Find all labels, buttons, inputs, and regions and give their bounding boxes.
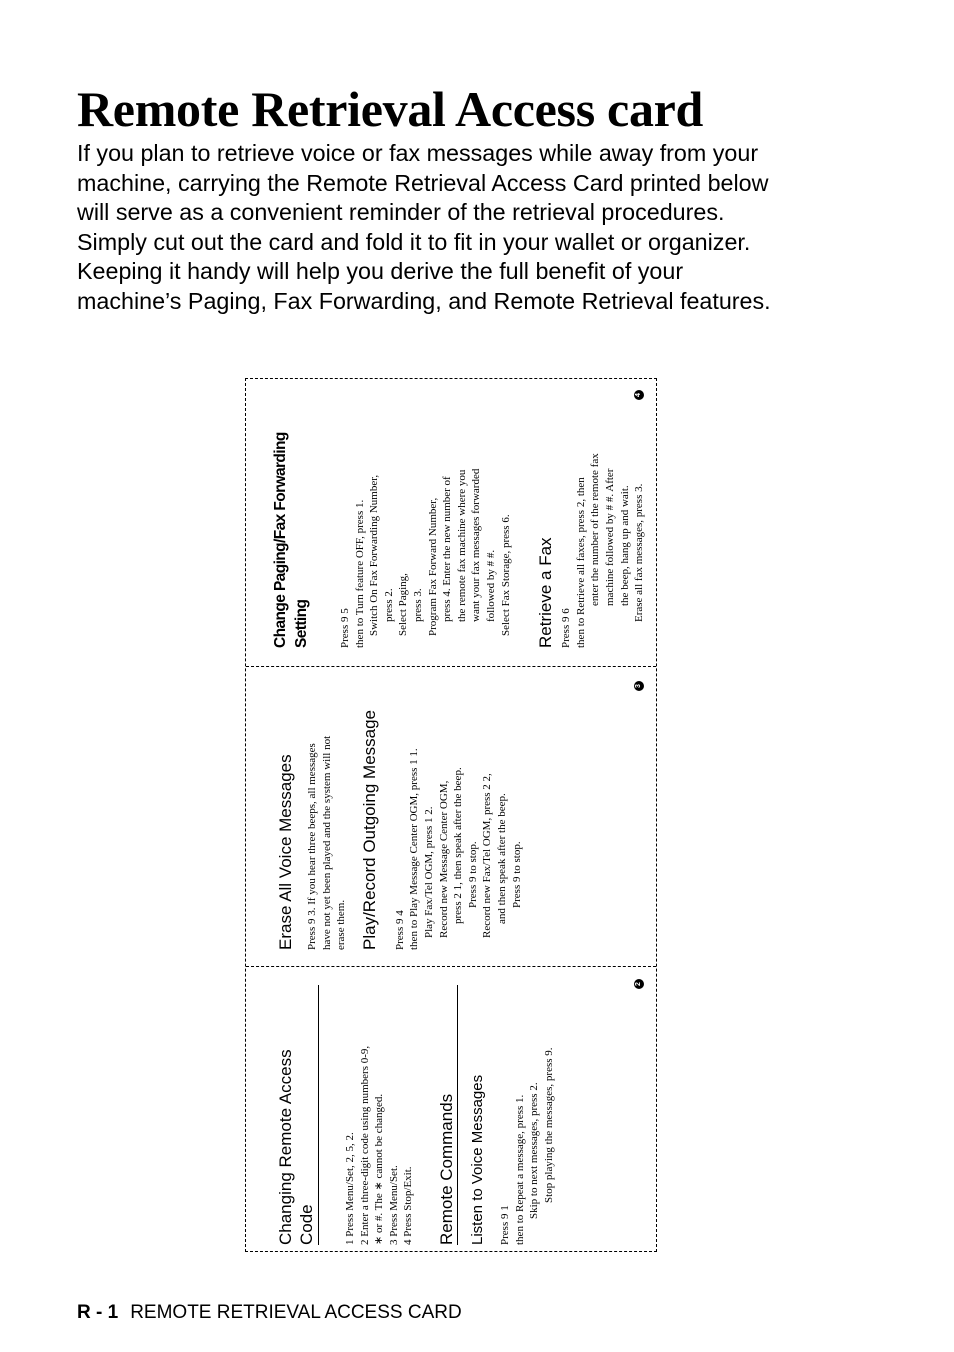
command-line: want your fax messages forwarded xyxy=(470,468,483,622)
erase-line: have not yet been played and the system will not xyxy=(320,735,333,950)
card-panel-paging-and-fax xyxy=(270,398,647,648)
command-line: Select Fax Storage, press 6. xyxy=(499,514,512,636)
card-panel-erase-and-ogm xyxy=(275,700,524,950)
erase-line: Press 9 3. If you hear three beeps, all messages xyxy=(306,743,318,950)
panel-page-number: 3 xyxy=(634,681,644,691)
command-line: Erase all fax messages, press 3. xyxy=(633,483,646,622)
command-line: Record new Message Center OGM, xyxy=(437,780,450,938)
command-line: machine followed by # #. After xyxy=(603,468,616,606)
erase-line: erase them. xyxy=(335,899,348,950)
command-line: Select Paging, xyxy=(397,573,410,636)
fold-line xyxy=(246,666,656,667)
command-line: press 2. xyxy=(382,588,395,622)
command-line: then to Turn feature OFF, press 1. xyxy=(353,499,366,648)
command-line: press 4. Enter the new number of xyxy=(441,476,454,622)
command-line: Play Fax/Tel OGM, press 1 2. xyxy=(422,806,435,938)
command-line: Program Fax Forward Number, xyxy=(426,497,439,636)
fold-line xyxy=(246,966,656,967)
intro-line: will serve as a convenient reminder of the retrieval procedures. xyxy=(77,199,725,225)
section-title: Listen to Voice Messages xyxy=(468,1074,486,1245)
command-line: Press 9 1 xyxy=(498,1205,511,1245)
command-line: followed by # #. xyxy=(484,549,497,622)
command-line: press 2 1, then speak after the beep. xyxy=(452,767,465,924)
command-line: then to Repeat a message, press 1. xyxy=(513,1094,526,1245)
command-line: press 3. xyxy=(411,588,424,622)
panel-heading: Erase All Voice Messages xyxy=(276,754,295,950)
page-title: Remote Retrieval Access card xyxy=(77,81,704,137)
command-line: the remote fax machine where you xyxy=(455,469,468,622)
step: ∗ or #. The ∗ cannot be changed. xyxy=(373,1093,386,1245)
command-line: Press 9 4 xyxy=(393,910,406,950)
command-line: Press 9 to stop. xyxy=(466,841,479,908)
page-footer xyxy=(77,1302,462,1324)
panel-page-number: 2 xyxy=(634,979,644,989)
step: 3 Press Menu/Set. xyxy=(387,1165,400,1245)
panel-heading xyxy=(275,985,319,1245)
command-line: Stop playing the messages, press 9. xyxy=(542,1047,555,1203)
command-line: and then speak after the beep. xyxy=(495,793,508,924)
step: 4 Press Stop/Exit. xyxy=(402,1166,415,1245)
command-line: Switch On Fax Forwarding Number, xyxy=(368,474,381,636)
card-panel-remote-access-code xyxy=(275,985,556,1245)
command-line: Press 9 5 xyxy=(339,608,351,648)
panel-heading: Retrieve a Fax xyxy=(536,537,556,648)
command-line: Press 9 to stop. xyxy=(510,841,523,908)
panel-heading-line: Changing Remote Access xyxy=(276,1049,295,1245)
step: 1 Press Menu/Set, 2, 5, 2. xyxy=(344,1132,356,1245)
command-line: Press 9 6 xyxy=(560,608,573,648)
panel-subheading: Remote Commands xyxy=(436,985,458,1245)
step: 2 Enter a three-digit code using numbers 0-9, xyxy=(358,1045,371,1245)
panel-heading-line: Code xyxy=(297,1204,316,1245)
panel-heading: Change Paging/Fax Forwarding Setting xyxy=(272,432,310,648)
command-line: Skip to next messages, press 2. xyxy=(528,1082,541,1219)
intro-line: Keeping it handy will help you derive the full benefit of your xyxy=(77,258,684,284)
footer-label: REMOTE RETRIEVAL ACCESS CARD xyxy=(130,1302,462,1323)
panel-page-number: 4 xyxy=(634,390,644,400)
footer-page-number: R - 1 xyxy=(77,1302,119,1323)
intro-line: machine’s Paging, Fax Forwarding, and Remote Retrieval features. xyxy=(77,287,771,314)
command-line: Record new Fax/Tel OGM, press 2 2, xyxy=(481,773,494,938)
command-line: enter the number of the remote fax xyxy=(589,453,602,606)
intro-line: Simply cut out the card and fold it to fit in your wallet or organizer. xyxy=(77,228,751,255)
intro-line: If you plan to retrieve voice or fax messages while away from your xyxy=(77,140,759,166)
intro-paragraph xyxy=(77,139,857,316)
intro-line: machine, carrying the Remote Retrieval Access Card printed below xyxy=(77,169,769,196)
command-line: then to Play Message Center OGM, press 1 1. xyxy=(408,748,421,950)
command-line: the beep, hang up and wait. xyxy=(618,485,631,606)
command-line: then to Retrieve all faxes, press 2, then xyxy=(574,477,587,648)
panel-heading: Play/Record Outgoing Message xyxy=(359,709,379,950)
